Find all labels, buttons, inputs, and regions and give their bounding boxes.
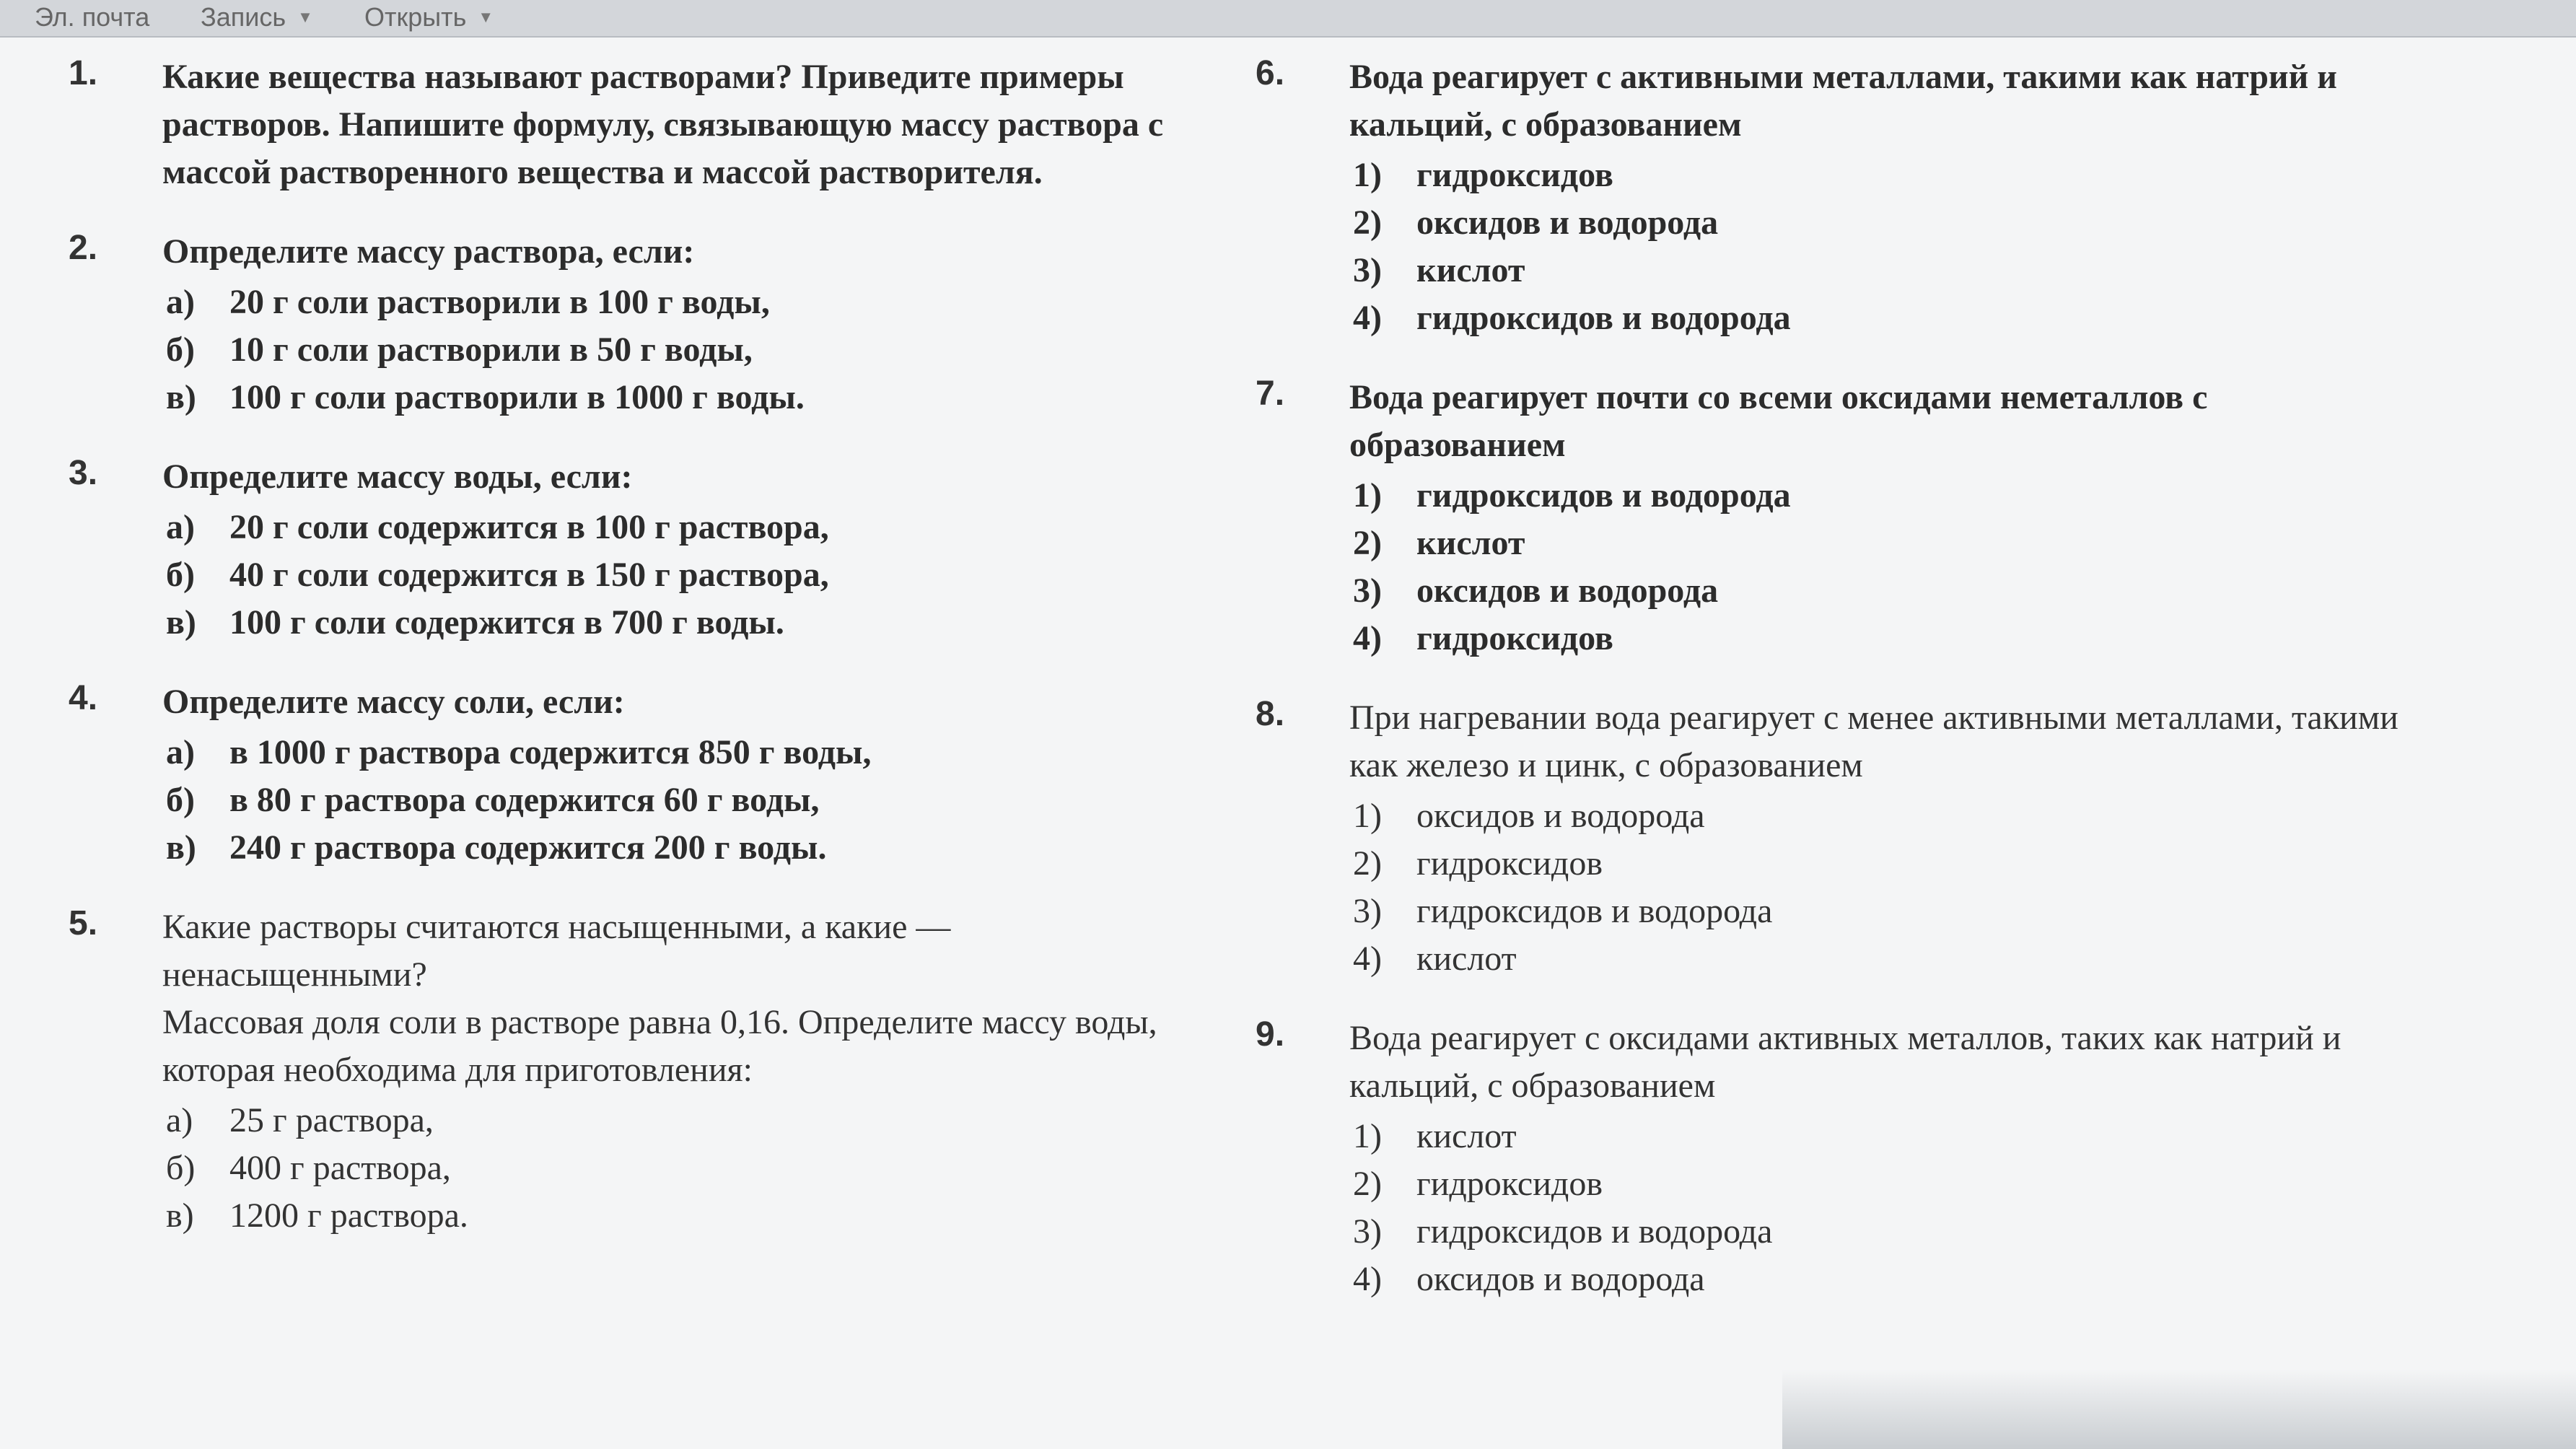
chevron-down-icon: ▼ <box>478 8 494 26</box>
answer-options <box>1353 792 2410 983</box>
option-label: в) <box>166 603 196 642</box>
option-text: 100 г соли содержится в 700 г воды. <box>229 603 784 642</box>
question-item <box>1256 53 2410 342</box>
option-label: а) <box>166 508 195 546</box>
document-page <box>0 38 2576 1449</box>
option-label: в) <box>166 378 196 416</box>
record-menu[interactable] <box>201 2 313 32</box>
option-text: гидроксидов и водорода <box>1416 476 1791 515</box>
option-label: б) <box>166 1149 196 1187</box>
option-text: гидроксидов <box>1416 1165 1603 1203</box>
option-label: 3) <box>1353 892 1382 930</box>
question-number: 1. <box>69 54 98 92</box>
answer-option <box>1353 472 2410 520</box>
option-label: 4) <box>1353 940 1382 978</box>
option-text: кислот <box>1416 251 1525 289</box>
question-number: 9. <box>1256 1015 1285 1054</box>
option-label: 1) <box>1353 476 1382 515</box>
option-text: 100 г соли растворили в 1000 г воды. <box>229 378 805 416</box>
question-item <box>69 678 1209 872</box>
answer-option <box>166 824 1209 872</box>
option-label: б) <box>166 556 195 594</box>
option-label: а) <box>166 1101 193 1139</box>
option-text: оксидов и водорода <box>1416 1260 1705 1298</box>
answer-options <box>166 279 1209 421</box>
option-text: 10 г соли растворили в 50 г воды, <box>229 330 753 369</box>
chevron-down-icon: ▼ <box>297 8 313 26</box>
option-label: 3) <box>1353 251 1382 289</box>
option-text: 20 г соли содержится в 100 г раствора, <box>229 508 829 546</box>
answer-option <box>1353 567 2410 615</box>
option-text: гидроксидов и водорода <box>1416 892 1773 930</box>
right-column <box>1256 53 2410 1335</box>
answer-option <box>166 729 1209 776</box>
question-number: 5. <box>69 904 98 942</box>
answer-option <box>1353 1113 2410 1160</box>
answer-option <box>166 374 1209 421</box>
answer-options <box>1353 472 2410 662</box>
question-text: Вода реагирует с активными металлами, такими как натрий и кальций, с образованием <box>1349 58 2337 144</box>
question-text: Вода реагирует с оксидами активных металлов, таких как натрий и кальций, с образованием <box>1349 1019 2341 1105</box>
answer-options <box>166 729 1209 872</box>
option-text: кислот <box>1416 940 1517 978</box>
answer-option <box>1353 1256 2410 1303</box>
answer-option <box>166 1192 1209 1240</box>
question-number: 7. <box>1256 375 1285 413</box>
option-label: б) <box>166 330 195 369</box>
question-subtext: Массовая доля соли в растворе равна 0,16. Определите массу воды, которая необходима для приготовления: <box>162 1003 1157 1089</box>
question-text: Какие вещества называют растворами? Приведите примеры растворов. Напишите формулу, связывающую массу раствора с массой растворенного вещества и массой растворителя. <box>162 58 1164 191</box>
option-label: 3) <box>1353 572 1382 610</box>
question-text: Определите массу раствора, если: <box>162 232 695 271</box>
answer-option <box>1353 615 2410 662</box>
question-number: 6. <box>1256 54 1285 92</box>
answer-option <box>166 1097 1209 1144</box>
answer-option <box>166 776 1209 824</box>
open-label: Открыть <box>364 2 467 32</box>
answer-option <box>166 504 1209 551</box>
answer-option <box>166 1144 1209 1192</box>
question-number: 3. <box>69 454 98 492</box>
answer-option <box>1353 1160 2410 1208</box>
answer-option <box>166 279 1209 326</box>
option-label: 4) <box>1353 299 1382 337</box>
option-label: 1) <box>1353 1117 1382 1155</box>
question-text: Определите массу соли, если: <box>162 683 625 721</box>
email-label: Эл. почта <box>35 2 150 32</box>
record-label: Запись <box>201 2 286 32</box>
question-item <box>69 53 1209 196</box>
option-text: оксидов и водорода <box>1416 797 1705 835</box>
option-label: 2) <box>1353 203 1382 242</box>
question-text: Вода реагирует почти со всеми оксидами неметаллов с образованием <box>1349 378 2208 464</box>
answer-option <box>1353 247 2410 294</box>
option-text: кислот <box>1416 1117 1517 1155</box>
option-label: 2) <box>1353 524 1382 562</box>
option-label: в) <box>166 828 196 867</box>
question-item <box>69 453 1209 647</box>
answer-option <box>1353 935 2410 983</box>
option-text: 1200 г раствора. <box>229 1196 468 1235</box>
answer-option <box>166 326 1209 374</box>
option-text: гидроксидов и водорода <box>1416 1212 1773 1251</box>
option-label: а) <box>166 283 195 321</box>
option-text: гидроксидов <box>1416 619 1613 657</box>
question-number: 2. <box>69 229 98 267</box>
left-column <box>69 53 1209 1271</box>
answer-options <box>1353 1113 2410 1303</box>
option-label: 3) <box>1353 1212 1382 1251</box>
email-menu[interactable] <box>35 2 149 32</box>
question-item <box>69 228 1209 421</box>
option-text: кислот <box>1416 524 1525 562</box>
answer-option <box>1353 888 2410 935</box>
option-text: в 1000 г раствора содержится 850 г воды, <box>229 733 872 771</box>
answer-options <box>166 504 1209 647</box>
answer-option <box>1353 294 2410 342</box>
answer-option <box>166 599 1209 647</box>
option-text: 240 г раствора содержится 200 г воды. <box>229 828 827 867</box>
question-item <box>1256 694 2410 983</box>
option-text: оксидов и водорода <box>1416 203 1719 242</box>
question-number: 8. <box>1256 695 1285 733</box>
question-text: При нагревании вода реагирует с менее активными металлами, такими как железо и цинк, с образованием <box>1349 699 2398 784</box>
answer-options <box>1353 152 2410 342</box>
answer-option <box>1353 840 2410 888</box>
option-text: оксидов и водорода <box>1416 572 1719 610</box>
question-text: Определите массу воды, если: <box>162 458 633 496</box>
answer-options <box>166 1097 1209 1240</box>
answer-option <box>1353 792 2410 840</box>
answer-option <box>1353 152 2410 199</box>
option-label: 4) <box>1353 619 1382 657</box>
option-label: 2) <box>1353 1165 1382 1203</box>
answer-option <box>1353 520 2410 567</box>
option-label: 4) <box>1353 1260 1382 1298</box>
answer-option <box>1353 1208 2410 1256</box>
option-text: 40 г соли содержится в 150 г раствора, <box>229 556 829 594</box>
answer-option <box>166 551 1209 599</box>
option-text: 25 г раствора, <box>229 1101 434 1139</box>
option-label: б) <box>166 781 195 819</box>
app-toolbar <box>0 0 2576 38</box>
answer-option <box>1353 199 2410 247</box>
option-text: в 80 г раствора содержится 60 г воды, <box>229 781 820 819</box>
open-menu[interactable] <box>364 2 494 32</box>
question-item <box>1256 374 2410 662</box>
option-label: 1) <box>1353 797 1382 835</box>
option-label: 2) <box>1353 844 1382 883</box>
option-label: в) <box>166 1196 194 1235</box>
screen-shadow <box>1782 1370 2576 1449</box>
question-text: Какие растворы считаются насыщенными, а какие — ненасыщенными? <box>162 908 951 994</box>
option-label: 1) <box>1353 156 1382 194</box>
option-text: 400 г раствора, <box>229 1149 451 1187</box>
option-label: а) <box>166 733 195 771</box>
question-item <box>1256 1015 2410 1303</box>
option-text: гидроксидов и водорода <box>1416 299 1791 337</box>
option-text: гидроксидов <box>1416 844 1603 883</box>
question-number: 4. <box>69 679 98 717</box>
question-item <box>69 903 1209 1240</box>
option-text: 20 г соли растворили в 100 г воды, <box>229 283 770 321</box>
option-text: гидроксидов <box>1416 156 1613 194</box>
